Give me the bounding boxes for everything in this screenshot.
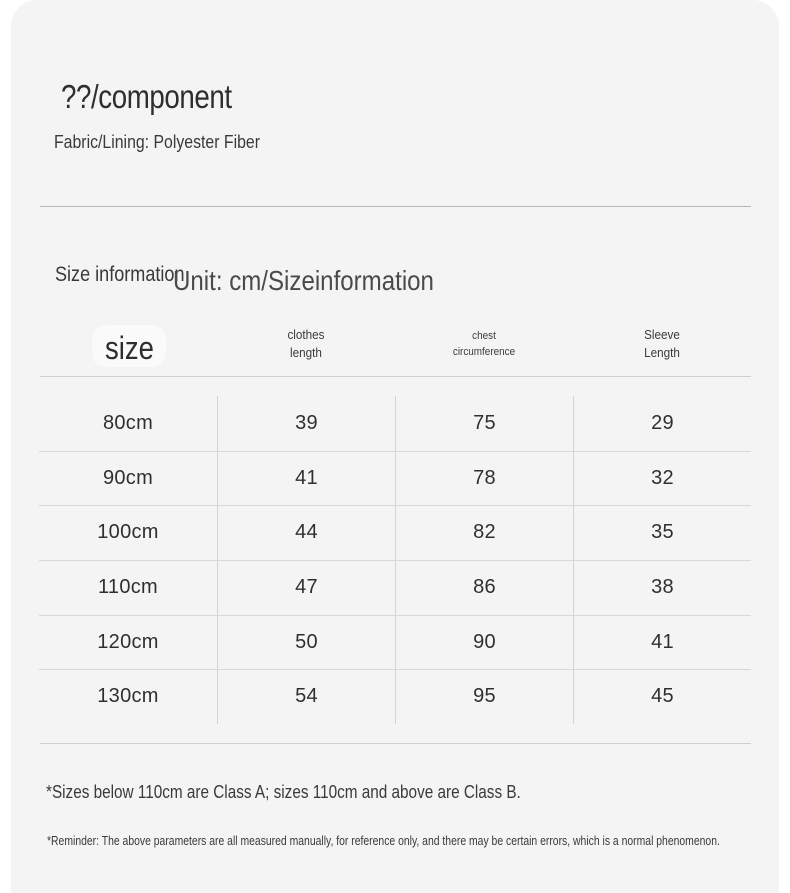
clothes-length-cell: 47 [217, 560, 395, 615]
clothes-length-cell: 44 [217, 505, 395, 560]
clothes-length-cell: 50 [217, 615, 395, 670]
size-table [39, 396, 751, 724]
size-cell: 100cm [97, 521, 159, 544]
size-cell: 130cm [97, 685, 159, 708]
chest-cell: 95 [395, 669, 573, 724]
clothes-length-cell: 41 [217, 451, 395, 506]
sleeve-cell: 45 [573, 669, 751, 724]
chest-cell: 82 [395, 505, 573, 560]
table-row [39, 669, 751, 724]
header-divider [40, 376, 751, 377]
size-information-label: Size information [55, 263, 185, 286]
sleeve-cell: 38 [573, 560, 751, 615]
size-cell: 80cm [102, 411, 154, 434]
table-bottom-divider [40, 743, 751, 744]
sleeve-cell: 32 [573, 451, 751, 506]
chest-cell: 90 [395, 615, 573, 670]
section-divider [40, 206, 751, 207]
chest-cell: 75 [395, 396, 573, 451]
header-size: size [92, 325, 166, 367]
sleeve-cell: 35 [573, 505, 751, 560]
sleeve-cell: 29 [573, 396, 751, 451]
header-sleeve-length: Sleeve Length [644, 327, 680, 360]
class-note: *Sizes below 110cm are Class A; sizes 110cm and above are Class B. [46, 782, 521, 802]
table-row [39, 615, 751, 670]
sleeve-cell: 41 [573, 615, 751, 670]
header-chest-circumference: chest circumference [452, 330, 516, 358]
clothes-length-cell: 39 [217, 396, 395, 451]
size-cell: 110cm [97, 575, 159, 598]
table-row [39, 560, 751, 615]
table-row [39, 505, 751, 560]
clothes-length-cell: 54 [217, 669, 395, 724]
size-cell: 120cm [97, 630, 159, 653]
chest-cell: 78 [395, 451, 573, 506]
fabric-text: Fabric/Lining: Polyester Fiber [54, 132, 261, 152]
component-title: ??/component [61, 78, 232, 115]
header-clothes-length: clothes length [287, 327, 325, 360]
table-row [39, 451, 751, 506]
unit-label: Unit: cm/Sizeinformation [173, 265, 434, 296]
reminder-note: *Reminder: The above parameters are all measured manually, for reference only, and there may be certain errors, which is a normal phenomenon. [47, 833, 720, 848]
chest-cell: 86 [395, 560, 573, 615]
size-cell: 90cm [102, 466, 154, 489]
table-row [39, 396, 751, 451]
